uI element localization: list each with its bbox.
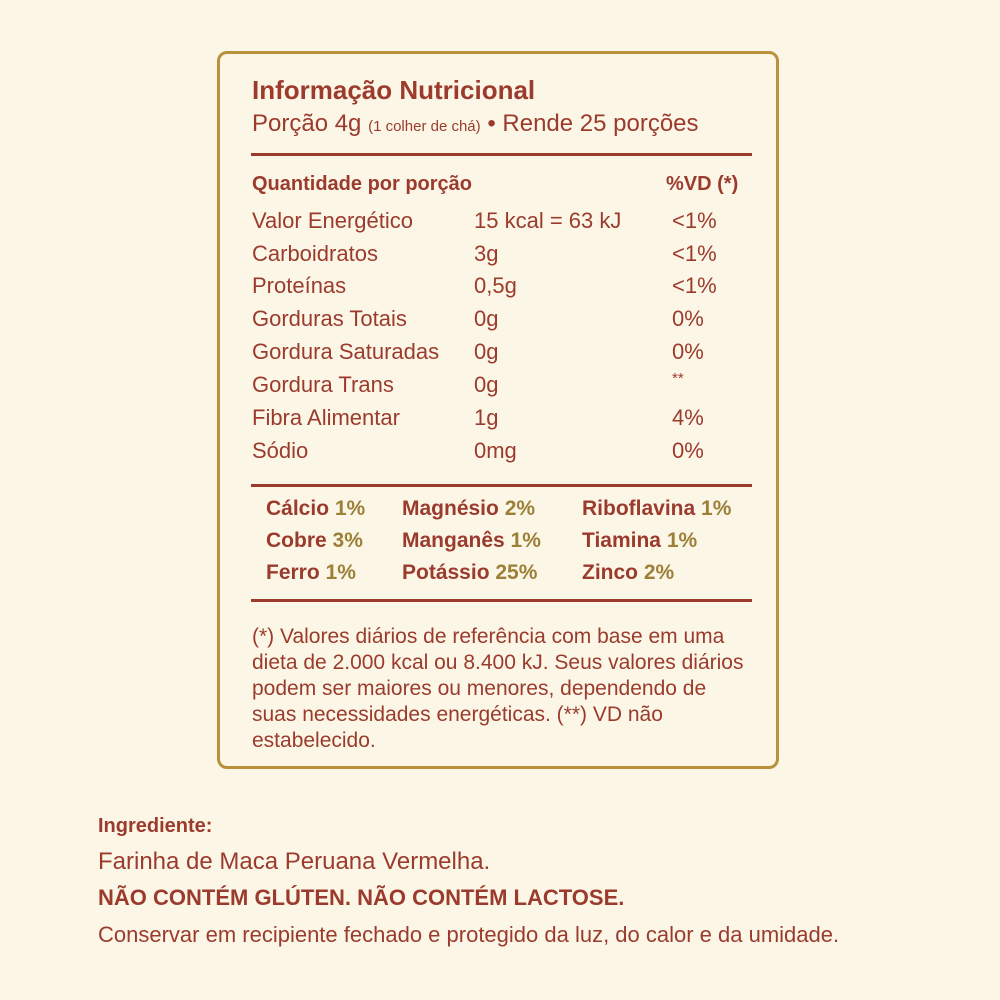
- nutrient-amount: 15 kcal = 63 kJ: [474, 208, 622, 233]
- nutrition-facts-panel: [217, 51, 779, 769]
- nutrient-vd: <1%: [672, 273, 717, 298]
- mineral-item: [266, 529, 363, 553]
- nutrient-name: Valor Energético: [252, 208, 414, 233]
- portion-main: Porção 4g: [252, 110, 362, 137]
- nutrient-vd: <1%: [672, 241, 717, 266]
- mineral-pct: 3%: [332, 529, 363, 552]
- mineral-name: Potássio: [402, 561, 490, 584]
- nutrient-name: Gordura Saturadas: [252, 339, 440, 364]
- portion-yield: • Rende 25 porções: [487, 110, 699, 137]
- mineral-item: [266, 497, 365, 521]
- nutrient-amount: 0g: [474, 372, 499, 397]
- header-quantity: Quantidade por porção: [252, 173, 473, 195]
- nutrient-name: Sódio: [252, 438, 309, 463]
- mineral-name: Riboflavina: [582, 497, 696, 520]
- ingredients-text: Farinha de Maca Peruana Vermelha.: [98, 848, 491, 875]
- mineral-pct: 1%: [666, 529, 698, 552]
- nutrient-amount: 0g: [474, 339, 499, 364]
- nutrient-vd: 0%: [672, 339, 704, 364]
- nutrient-vd: 4%: [672, 405, 704, 430]
- nutrient-amount: 1g: [474, 405, 499, 430]
- nutrient-name: Proteínas: [252, 273, 347, 298]
- allergen-warning: NÃO CONTÉM GLÚTEN. NÃO CONTÉM LACTOSE.: [98, 885, 625, 910]
- mineral-item: [582, 561, 674, 585]
- mineral-pct: 25%: [495, 561, 538, 584]
- nutrient-amount: 0g: [474, 306, 499, 331]
- nutrient-name: Fibra Alimentar: [252, 405, 400, 430]
- nutrient-vd: 0%: [672, 438, 704, 463]
- mineral-pct: 1%: [701, 497, 732, 520]
- nutrient-row: [220, 241, 776, 271]
- nutrient-row: [220, 306, 776, 336]
- mineral-item: [402, 497, 535, 521]
- nutrient-row: [220, 208, 776, 238]
- mineral-pct: 1%: [325, 561, 356, 584]
- nutrient-row: [220, 438, 776, 468]
- storage-instructions: Conservar em recipiente fechado e protegido da luz, do calor e da umidade.: [98, 922, 840, 947]
- nutrient-name: Carboidratos: [252, 241, 378, 266]
- header-vd: %VD (*): [666, 173, 739, 195]
- divider-bottom: [251, 599, 752, 602]
- mineral-item: [402, 529, 541, 553]
- mineral-name: Magnésio: [402, 497, 499, 520]
- nutrient-vd: **: [672, 370, 684, 387]
- mineral-item: [402, 561, 537, 585]
- nutrient-row: [220, 339, 776, 369]
- nutrient-name: Gorduras Totais: [252, 306, 407, 331]
- mineral-pct: 2%: [504, 497, 536, 520]
- nutrient-row: [220, 405, 776, 435]
- mineral-item: [582, 529, 697, 553]
- nutrient-vd: <1%: [672, 208, 717, 233]
- nutrient-amount: 0,5g: [474, 273, 517, 298]
- nutrient-row: [220, 372, 776, 402]
- nutrient-amount: 0mg: [474, 438, 517, 463]
- nutrient-vd: 0%: [672, 306, 704, 331]
- mineral-name: Zinco: [582, 561, 638, 584]
- mineral-name: Manganês: [402, 529, 505, 552]
- mineral-item: [582, 497, 731, 521]
- nutrient-row: [220, 273, 776, 303]
- mineral-pct: 2%: [643, 561, 675, 584]
- mineral-name: Tiamina: [582, 529, 661, 552]
- mineral-pct: 1%: [510, 529, 541, 552]
- mineral-name: Ferro: [266, 561, 320, 584]
- mineral-name: Cobre: [266, 529, 327, 552]
- nutrient-name: Gordura Trans: [252, 372, 394, 397]
- portion-line: [252, 110, 699, 138]
- footnote: (*) Valores diários de referência com base em uma dieta de 2.000 kcal ou 8.400 kJ. Seus valores diários podem ser maiores ou menores, dependendo de suas necessidades energéticas. (**) VD não estabelecido.: [252, 625, 744, 752]
- mineral-name: Cálcio: [266, 497, 330, 520]
- ingredients-title: Ingrediente:: [98, 815, 213, 837]
- mineral-item: [266, 561, 356, 585]
- divider-middle: [251, 484, 752, 487]
- portion-note: (1 colher de chá): [368, 118, 481, 135]
- nutrition-title: Informação Nutricional: [252, 75, 536, 105]
- nutrient-amount: 3g: [474, 241, 499, 266]
- mineral-pct: 1%: [334, 497, 366, 520]
- divider-top: [251, 153, 752, 156]
